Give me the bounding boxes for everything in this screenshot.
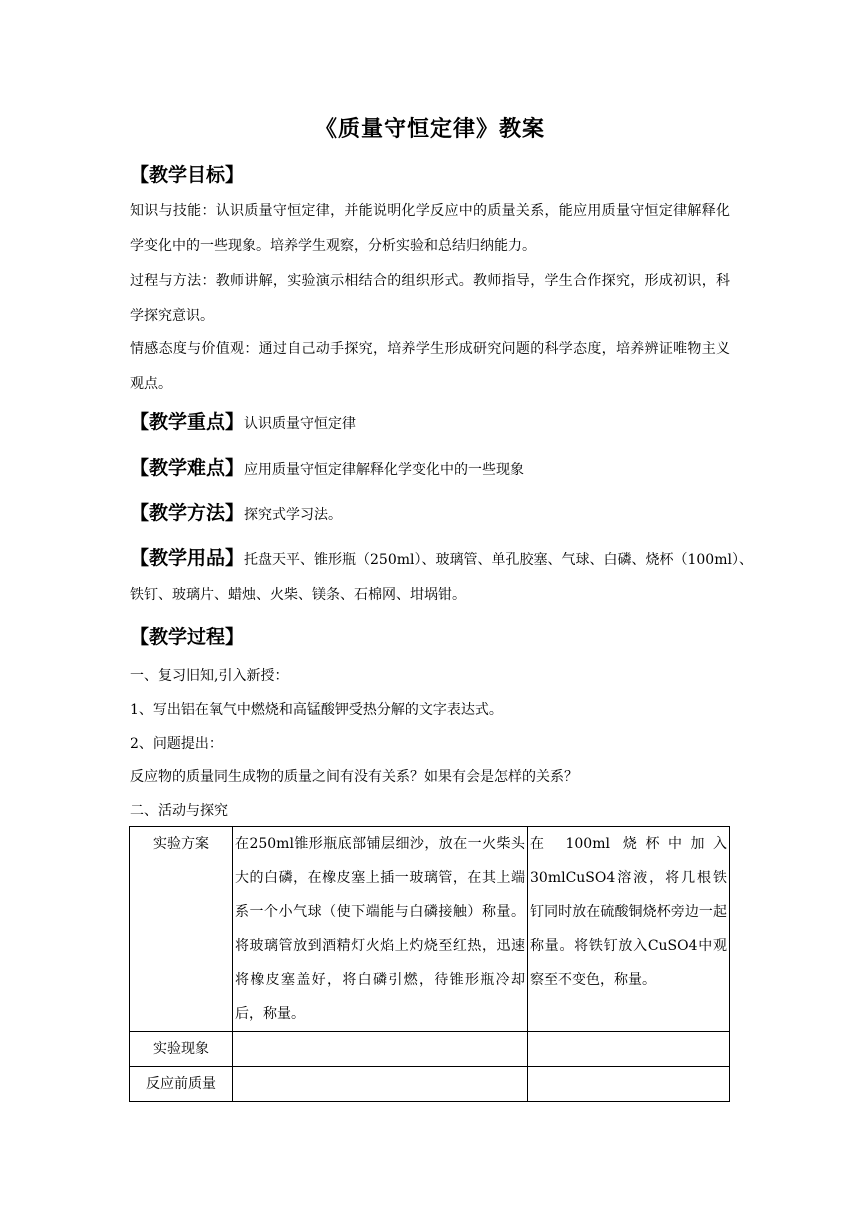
phenomenon-cell-2 xyxy=(528,1032,730,1067)
materials-section xyxy=(130,543,753,570)
materials-text: 托盘天平、锥形瓶（250ml）、玻璃管、单孔胶塞、气球、白磷、烧杯（100ml）、 xyxy=(244,552,753,568)
process-line: 2、问题提出： xyxy=(130,736,223,752)
process-line: 反应物的质量同生成物的质量之间有没有关系？如果有会是怎样的关系？ xyxy=(130,769,578,785)
table-row xyxy=(130,1067,730,1102)
process-line: 二、活动与探究 xyxy=(130,803,228,819)
key-point-section xyxy=(130,407,356,434)
objective-knowledge: 知识与技能：认识质量守恒定律，并能说明化学反应中的质量关系，能应用质量守恒定律解释化学变化中的一些现象。培养学生观察，分析实验和总结归纳能力。 xyxy=(130,203,730,254)
mass-before-cell-2 xyxy=(528,1067,730,1102)
key-point-heading: 【教学重点】 xyxy=(130,411,245,433)
materials-heading: 【教学用品】 xyxy=(130,547,245,569)
table-row xyxy=(130,1032,730,1067)
phenomenon-cell-1 xyxy=(233,1032,528,1067)
mass-before-cell-1 xyxy=(233,1067,528,1102)
plan-experiment-2: 在 100ml 烧杯中加入30mlCuSO4溶液，将几根铁钉同时放在硫酸铜烧杯旁边一起称量。将铁钉放入CuSO4中观察至不变色，称量。 xyxy=(528,827,730,1032)
process-line: 1、写出铝在氧气中燃烧和高锰酸钾受热分解的文字表达式。 xyxy=(130,702,503,718)
plan-experiment-1: 在250ml锥形瓶底部铺层细沙，放在一火柴头大的白磷，在橡皮塞上插一玻璃管，在其上端系一个小气球（使下端能与白磷接触）称量。将玻璃管放到酒精灯火焰上灼烧至红热，迅速将橡皮塞盖好，将白磷引燃，待锥形瓶冷却后，称量。 xyxy=(233,827,528,1032)
objective-process: 过程与方法：教师讲解，实验演示相结合的组织形式。教师指导，学生合作探究，形成初识，科学探究意识。 xyxy=(130,273,730,324)
document-title: 《质量守恒定律》教案 xyxy=(314,116,545,142)
difficulty-text: 应用质量守恒定律解释化学变化中的一些现象 xyxy=(244,462,525,478)
method-heading: 【教学方法】 xyxy=(130,502,245,524)
table-row xyxy=(130,827,730,1032)
method-section xyxy=(130,498,342,525)
process-heading: 【教学过程】 xyxy=(130,626,245,648)
row-label-plan: 实验方案 xyxy=(130,827,233,1032)
objective-emotion: 情感态度与价值观：通过自己动手探究，培养学生形成研究问题的科学态度，培养辨证唯物主义观点。 xyxy=(130,341,730,392)
materials-text-continued: 铁钉、玻璃片、蜡烛、火柴、镁条、石棉网、坩埚钳。 xyxy=(130,587,466,603)
method-text: 探究式学习法。 xyxy=(244,507,343,523)
process-line: 一、复习旧知,引入新授： xyxy=(130,668,289,684)
row-label-mass-before: 反应前质量 xyxy=(130,1067,233,1102)
objectives-heading: 【教学目标】 xyxy=(130,164,245,186)
difficulty-heading: 【教学难点】 xyxy=(130,457,245,479)
experiment-table xyxy=(129,826,730,1102)
difficulty-section xyxy=(130,453,524,480)
row-label-phenomenon: 实验现象 xyxy=(130,1032,233,1067)
key-point-text: 认识质量守恒定律 xyxy=(244,416,357,432)
